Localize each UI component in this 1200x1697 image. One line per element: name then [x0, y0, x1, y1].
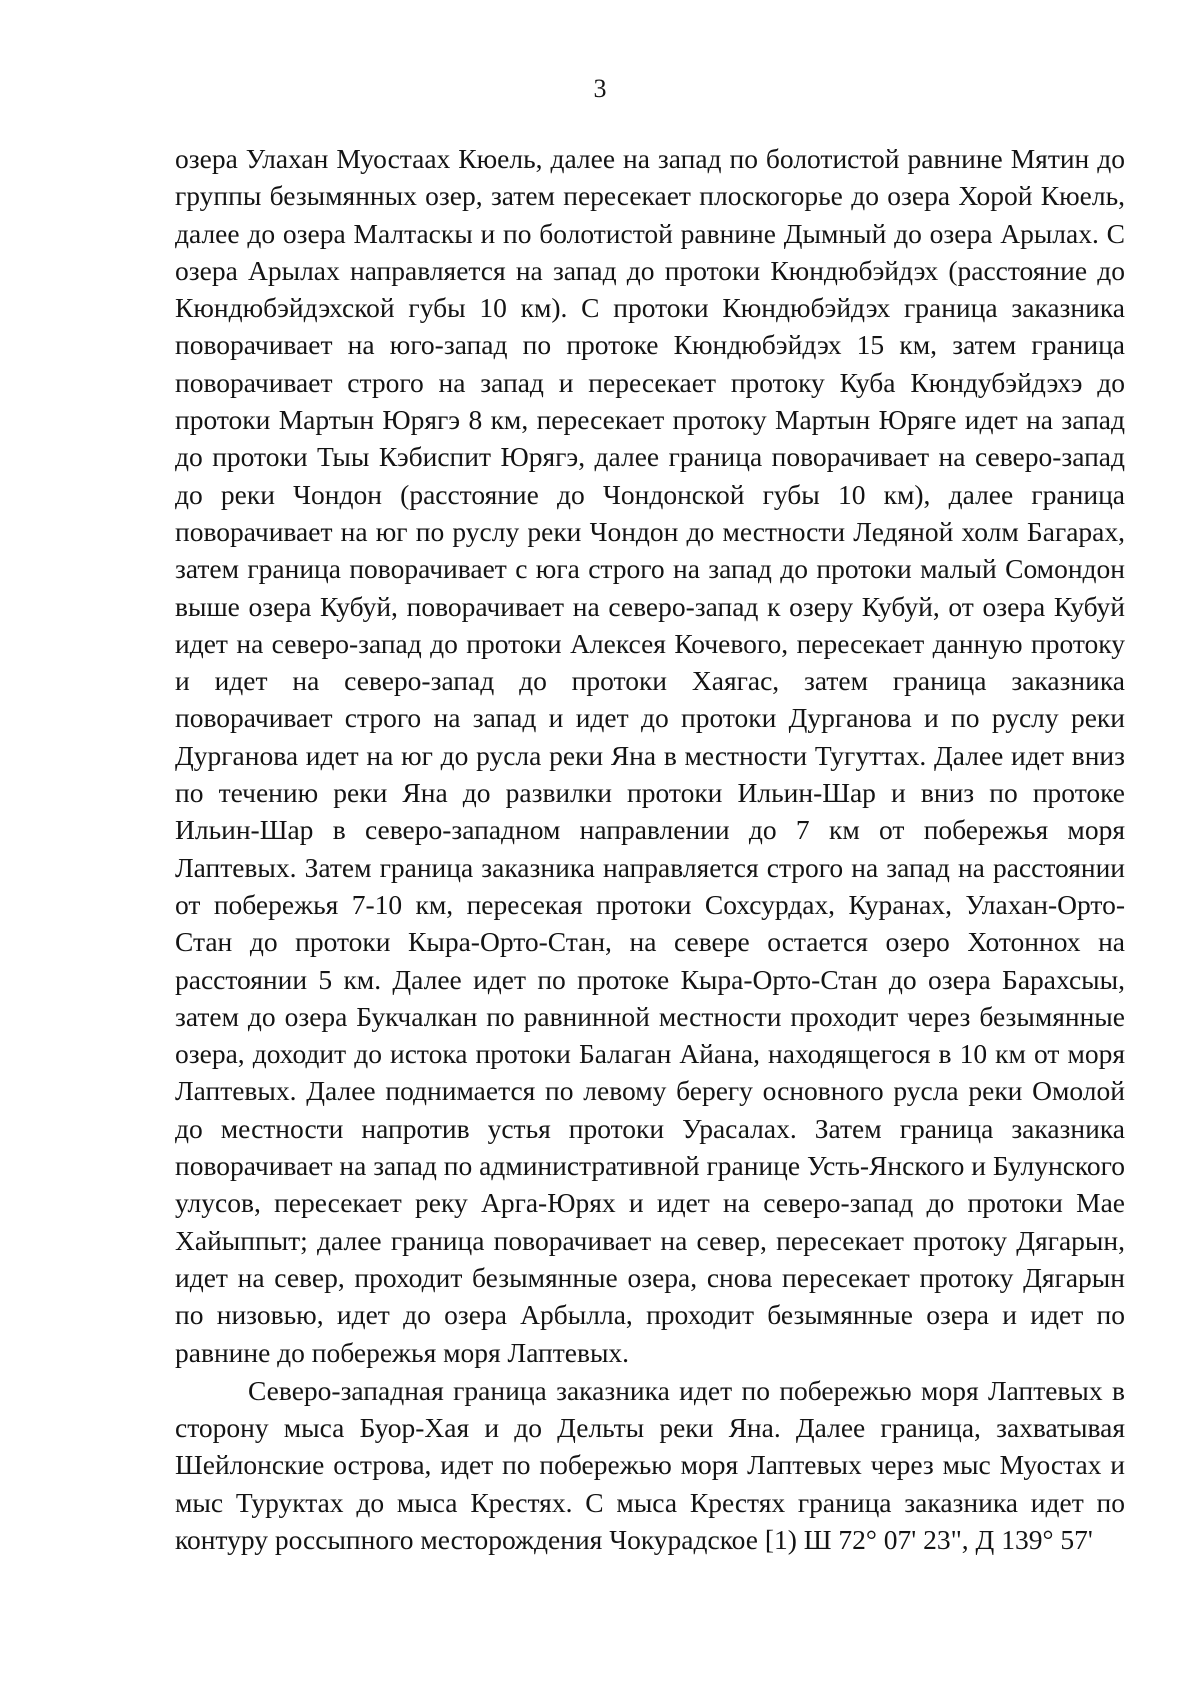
paragraph-continued-boundary-description: озера Улахан Муостаах Кюель, далее на запад по болотистой равнине Мятин до группы безымянных озер, затем пересекает плоскогорье до озера Хорой Кюель, далее до озера Малтаскы и по болотистой равнине Дымный до озера Арылах. С озера Арылах направляется на запад до протоки Кюндюбэйдэх (расстояние до Кюндюбэйдэхской губы 10 км). С протоки Кюндюбэйдэх граница заказника поворачивает на юго-запад по протоке Кюндюбэйдэх 15 км, затем граница поворачивает строго на запад и пересекает протоку Куба Кюндубэйдэхэ до протоки Мартын Юрягэ 8 км, пересекает протоку Мартын Юряге идет на запад до протоки Тыы Кэбиспит Юрягэ, далее граница поворачивает на северо-запад до реки Чондон (расстояние до Чондонской губы 10 км), далее граница поворачивает на юг по руслу реки Чондон до местности Ледяной холм Багарах, затем граница поворачивает с юга строго на запад до протоки малый Сомондон выше озера Кубуй, поворачивает на северо-запад к озеру Кубуй, от озера Кубуй идет на северо-запад до протоки Алексея Кочевого, пересекает данную протоку и идет на северо-запад до протоки Хаягас, затем граница заказника поворачивает строго на запад и идет до протоки Дурганова и по руслу реки Дурганова идет на юг до русла реки Яна в местности Тугуттах. Далее идет вниз по течению реки Яна до развилки протоки Ильин-Шар и вниз по протоке Ильин-Шар в северо-западном направлении до 7 км от побережья моря Лаптевых. Затем граница заказника направляется строго на запад на расстоянии от побережья 7-10 км, пересекая протоки Сохсурдах, Куранах, Улахан-Орто-Стан до протоки Кыра-Орто-Стан, на севере остается озеро Хотоннох на расстоянии 5 км. Далее идет по протоке Кыра-Орто-Стан до озера Барахсыы, затем до озера Букчалкан по равнинной местности проходит через безымянные озера, доходит до истока протоки Балаган Айана, находящегося в 10 км от моря Лаптевых. Далее поднимается по левому берегу основного русла реки Омолой до местности напротив устья протоки Урасалах. Затем граница заказника поворачивает на запад по административной границе Усть-Янского и Булунского улусов, пересекает реку Арга-Юрях и идет на северо-запад до протоки Мае Хайыппыт; далее граница поворачивает на север, пересекает протоку Дягарын, идет на север, проходит безымянные озера, снова пересекает протоку Дягарын по низовью, идет до озера Арбылла, проходит безымянные озера и идет по равнине до побережья моря Лаптевых.: [175, 143, 1125, 1368]
page-number: 3: [593, 74, 607, 103]
paragraph-northwest-boundary: Северо-западная граница заказника идет по побережью моря Лаптевых в сторону мыса Буор-Хая и до Дельты реки Яна. Далее граница, захватывая Шейлонские острова, идет по побережью моря Лаптевых через мыс Муостах и мыс Туруктах до мыса Крестях. С мыса Крестях граница заказника идет по контуру россыпного месторождения Чокурадское [1) Ш 72° 07' 23", Д 139° 57': [175, 1374, 1125, 1555]
document-body: [175, 140, 1125, 1558]
